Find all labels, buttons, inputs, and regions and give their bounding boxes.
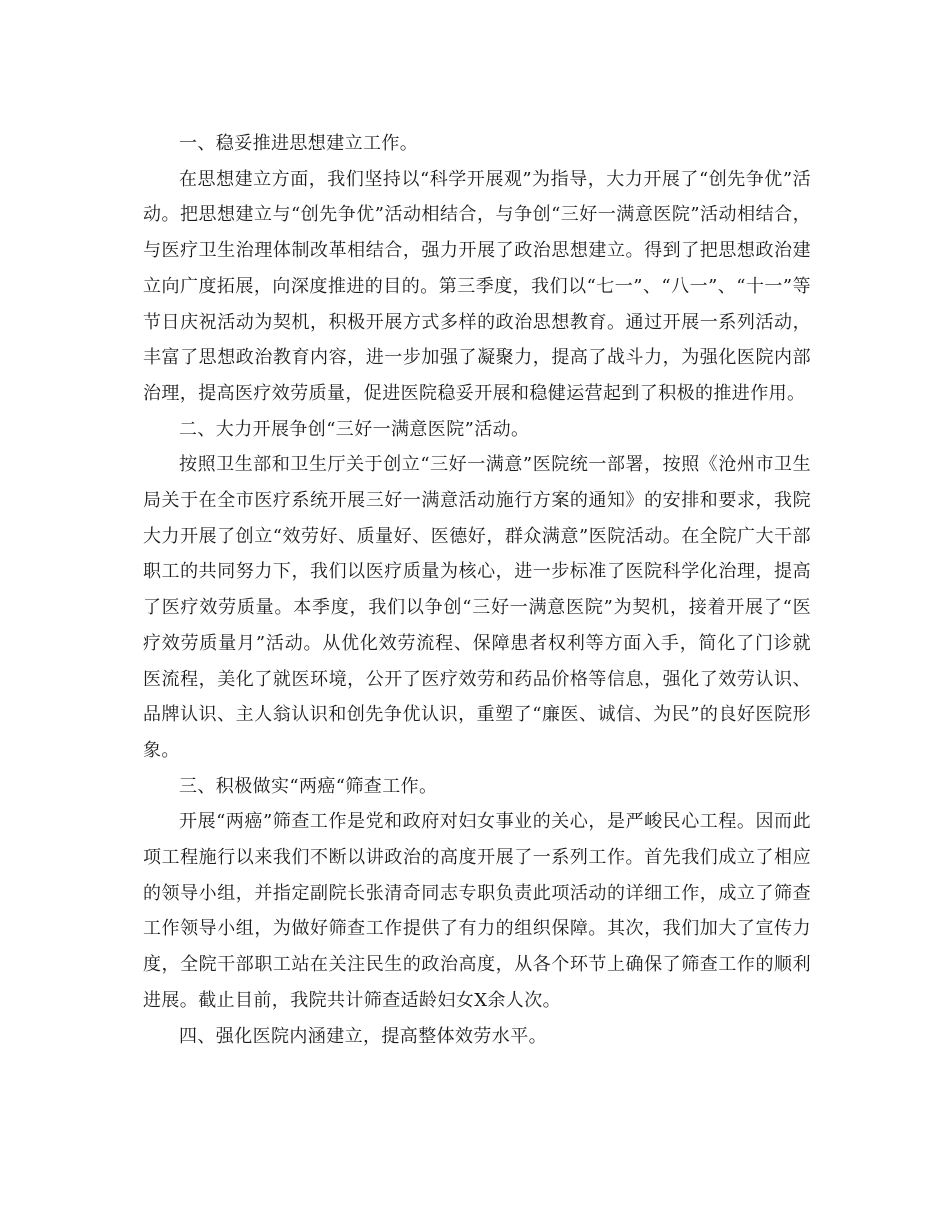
document-body <box>143 126 811 1054</box>
section-heading-2: 二、大力开展争创“三好一满意医院”活动。 <box>179 418 530 440</box>
paragraph-1: 在思想建立方面，我们坚持以“科学开展观”为指导，大力开展了“创先争优”活动。把思想建立与“创先争优”活动相结合，与争创“三好一满意医院”活动相结合，与医疗卫生治理体制改革相结合，强力开展了政治思想建立。得到了把思想政治建立向广度拓展，向深度推进的目的。第三季度，我们以“七一”、“八一”、“十一”等节日庆祝活动为契机，积极开展方式多样的政治思想教育。通过开展一系列活动，丰富了思想政治教育内容，进一步加强了凝聚力，提高了战斗力，为强化医院内部治理，提高医疗效劳质量，促进医院稳妥开展和稳健运营起到了积极的推进作用。 <box>143 168 811 404</box>
section-heading-3: 三、积极做实“两癌“筛查工作。 <box>179 775 438 797</box>
paragraph-2: 按照卫生部和卫生厅关于创立“三好一满意”医院统一部署，按照《沧州市卫生局关于在全市医疗系统开展三好一满意活动施行方案的通知》的安排和要求，我院大力开展了创立“效劳好、质量好、医德好，群众满意”医院活动。在全院广大干部职工的共同努力下，我们以医疗质量为核心，进一步标准了医院科学化治理，提高了医疗效劳质量。本季度，我们以争创“三好一满意医院”为契机，接着开展了“医疗效劳质量月”活动。从优化效劳流程、保障患者权利等方面入手，简化了门诊就医流程，美化了就医环境，公开了医疗效劳和药品价格等信息，强化了效劳认识、品牌认识、主人翁认识和创先争优认识，重塑了“廉医、诚信、为民”的良好医院形象。 <box>143 454 811 761</box>
section-heading-1: 一、稳妥推进思想建立工作。 <box>179 133 419 154</box>
paragraph-3: 开展“两癌”筛查工作是党和政府对妇女事业的关心，是严峻民心工程。因而此项工程施行以来我们不断以讲政治的高度开展了一系列工作。首先我们成立了相应的领导小组，并指定副院长张清奇同志专职负责此项活动的详细工作，成立了筛查工作领导小组，为做好筛查工作提供了有力的组织保障。其次，我们加大了宣传力度，全院干部职工站在关注民生的政治高度，从各个环节上确保了筛查工作的顺利进展。截止目前，我院共计筛查适龄妇女X余人次。 <box>143 811 811 1011</box>
section-heading-4: 四、强化医院内涵建立，提高整体效劳水平。 <box>179 1025 547 1047</box>
